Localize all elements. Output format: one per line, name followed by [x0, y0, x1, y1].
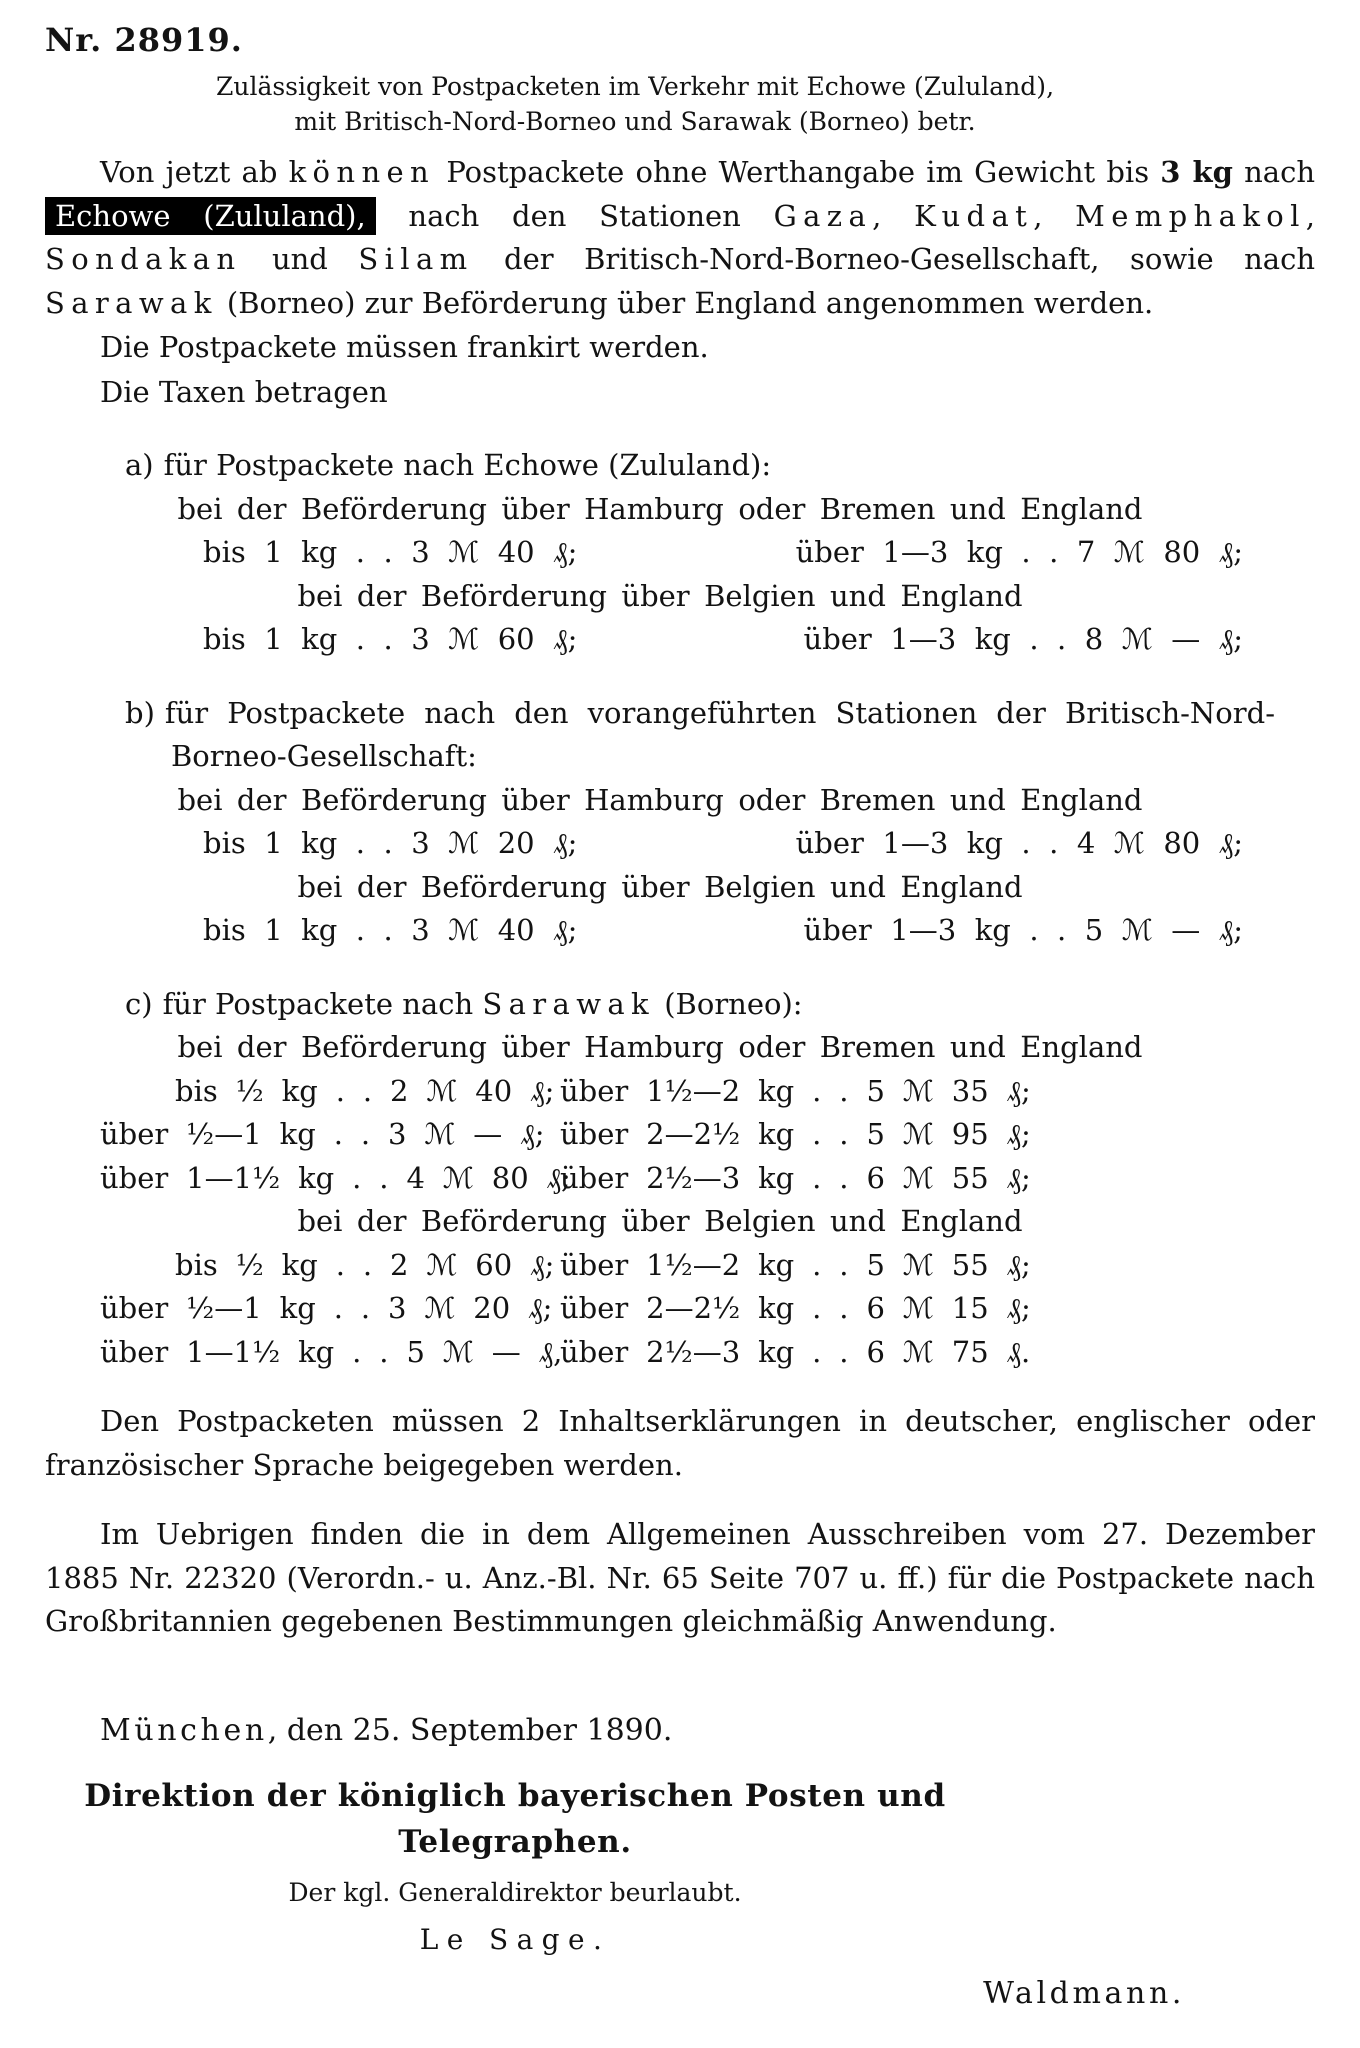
rate-cell: über 2½—3 kg . . 6 ℳ 75 ₰. — [560, 1334, 1031, 1369]
signature-le-sage: Le Sage. — [419, 1923, 611, 1956]
dateline-rest: , den 25. September 1890. — [267, 1712, 673, 1748]
intro-segment: , — [872, 198, 915, 233]
rate-entry: über 1—3 kg . . 7 ℳ 80 ₰; — [795, 535, 1243, 569]
section-b-label: b) — [125, 695, 155, 730]
reference-paragraph: Im Uebrigen finden die in dem Allgemeinen Ausschreiben vom 27. Dezember 1885 Nr. 22320 (Verordn.- u. Anz.-Bl. Nr. 65 Seite 707 u. ff.) für die Postpackete nach Großbritannien gegebenen Bestimmungen gleichmäßig Anwendung. — [45, 1517, 1315, 1638]
intro-segment: Postpackete ohne Werthangabe im Gewicht bis — [435, 155, 1161, 189]
rate-entry: bis 1 kg . . 3 ℳ 20 ₰; — [203, 826, 578, 860]
rate-entry: bis 1 kg . . 3 ℳ 40 ₰; — [203, 913, 578, 947]
rate-cell: über 1—1½ kg . . 5 ℳ — ₰, — [100, 1334, 563, 1369]
section-a — [125, 444, 1315, 662]
highlighted-text: Echowe (Zululand), — [45, 197, 376, 235]
rate-cell: über ½—1 kg . . 3 ℳ 20 ₰; — [100, 1291, 553, 1325]
section-c-label: c) — [125, 986, 153, 1021]
rate-entry: bis 1 kg . . 3 ℳ 40 ₰; — [203, 535, 578, 569]
section-c-rate-table-belgien — [100, 1244, 1250, 1375]
station-name: Gaza — [773, 198, 873, 233]
section-b-rate-line-2 — [203, 909, 1243, 953]
rate-cell: über 1—1½ kg . . 4 ℳ 80 ₰; — [100, 1160, 571, 1195]
rate-cell: über 1½—2 kg . . 5 ℳ 55 ₰; — [560, 1247, 1031, 1282]
section-b-route-2: bei der Beförderung über Belgien und England — [297, 869, 1023, 904]
section-a-heading-text: für Postpackete nach Echowe (Zululand): — [163, 448, 772, 482]
intro-segment: nach — [1232, 155, 1316, 189]
section-a-route-1: bei der Beförderung über Hamburg oder Bremen und England — [177, 491, 1143, 526]
section-c-route-2: bei der Beförderung über Belgien und England — [297, 1204, 1023, 1238]
rate-entry: über 1—3 kg . . 5 ℳ — ₰; — [803, 913, 1243, 947]
rate-cell: bis ½ kg . . 2 ℳ 60 ₰; — [175, 1247, 555, 1282]
title-line-2: mit Britisch-Nord-Borneo und Sarawak (Borneo) betr. — [294, 106, 976, 136]
section-a-heading — [125, 444, 1275, 488]
rate-cell: über 2—2½ kg . . 6 ℳ 15 ₰; — [560, 1291, 1031, 1325]
section-c — [100, 983, 1315, 1375]
section-c-rate-table-hamburg — [100, 1070, 1250, 1201]
section-a-rate-line-2 — [203, 618, 1243, 662]
declarations-paragraph: Den Postpacketen müssen 2 Inhaltserklärungen in deutscher, englischer oder französischer Sprache beigegeben werden. — [45, 1404, 1315, 1482]
dateline — [100, 1708, 1315, 1753]
section-c-heading — [125, 983, 1275, 1027]
section-a-route-2: bei der Beförderung über Belgien und England — [297, 578, 1023, 613]
rate-entry: bis 1 kg . . 3 ℳ 60 ₰; — [203, 622, 578, 656]
section-c-route-1: bei der Beförderung über Hamburg oder Bremen und England — [177, 1030, 1143, 1064]
intro-segment: , — [1033, 198, 1076, 233]
section-b-heading — [125, 692, 1275, 779]
document-number: Nr. 28919. — [45, 21, 243, 59]
franking-note: Die Postpackete müssen frankirt werden. — [100, 330, 709, 364]
intro-segment: Von jetzt ab — [100, 155, 289, 189]
rate-entry: über 1—3 kg . . 4 ℳ 80 ₰; — [795, 826, 1243, 860]
destination-name: Sarawak — [482, 986, 656, 1021]
section-c-heading-text: für Postpackete nach — [162, 986, 483, 1021]
station-name: Silam — [358, 242, 474, 276]
intro-segment: nach den Stationen — [375, 198, 774, 233]
intro-segment: (Borneo) zur Beförderung über England angenommen werden. — [217, 285, 1154, 320]
intro-segment-bold: 3 kg — [1160, 155, 1233, 189]
intro-segment: , — [1305, 198, 1316, 233]
section-b-route-1: bei der Beförderung über Hamburg oder Bremen und England — [177, 782, 1143, 817]
station-name: Sondakan — [45, 242, 242, 276]
rate-cell: über ½—1 kg . . 3 ℳ — ₰; — [100, 1117, 545, 1151]
rate-entry: über 1—3 kg . . 8 ℳ — ₰; — [803, 622, 1243, 656]
title-line-1: Zulässigkeit von Postpacketen im Verkehr mit Echowe (Zululand), — [215, 72, 1055, 101]
intro-segment-emphasized: können — [288, 155, 436, 189]
signature-waldmann: Waldmann. — [983, 1976, 1185, 2011]
intro-segment: und — [241, 242, 359, 276]
section-a-label: a) — [125, 448, 154, 482]
intro-paragraph — [45, 151, 1315, 325]
intro-segment: der Britisch-Nord-Borneo-Gesellschaft, sowie nach — [473, 242, 1316, 276]
section-b-rate-line-1 — [203, 822, 1243, 866]
rate-cell: bis ½ kg . . 2 ℳ 40 ₰; — [175, 1073, 555, 1108]
deputy-note: Der kgl. Generaldirektor beurlaubt. — [288, 1877, 742, 1907]
station-name: Kudat — [914, 198, 1034, 233]
issuing-authority: Direktion der königlich bayerischen Posten und Telegraphen. — [84, 1777, 946, 1860]
section-b-heading-text: für Postpackete nach den vorangeführten Stationen der Britisch-Nord-Borneo-Gesellschaft: — [164, 695, 1275, 773]
section-c-heading-text: (Borneo): — [655, 986, 803, 1021]
rate-cell: über 2—2½ kg . . 5 ℳ 95 ₰; — [560, 1117, 1031, 1151]
rate-cell: über 2½—3 kg . . 6 ℳ 55 ₰; — [560, 1160, 1031, 1195]
rate-cell: über 1½—2 kg . . 5 ℳ 35 ₰; — [560, 1073, 1031, 1108]
section-a-rate-line-1 — [203, 531, 1243, 575]
dateline-city: München — [100, 1712, 268, 1748]
document-title — [45, 70, 1225, 139]
section-b — [125, 692, 1315, 953]
rates-heading: Die Taxen betragen — [100, 374, 388, 409]
station-name: Sarawak — [45, 285, 218, 320]
station-name: Memphakol — [1075, 198, 1306, 233]
